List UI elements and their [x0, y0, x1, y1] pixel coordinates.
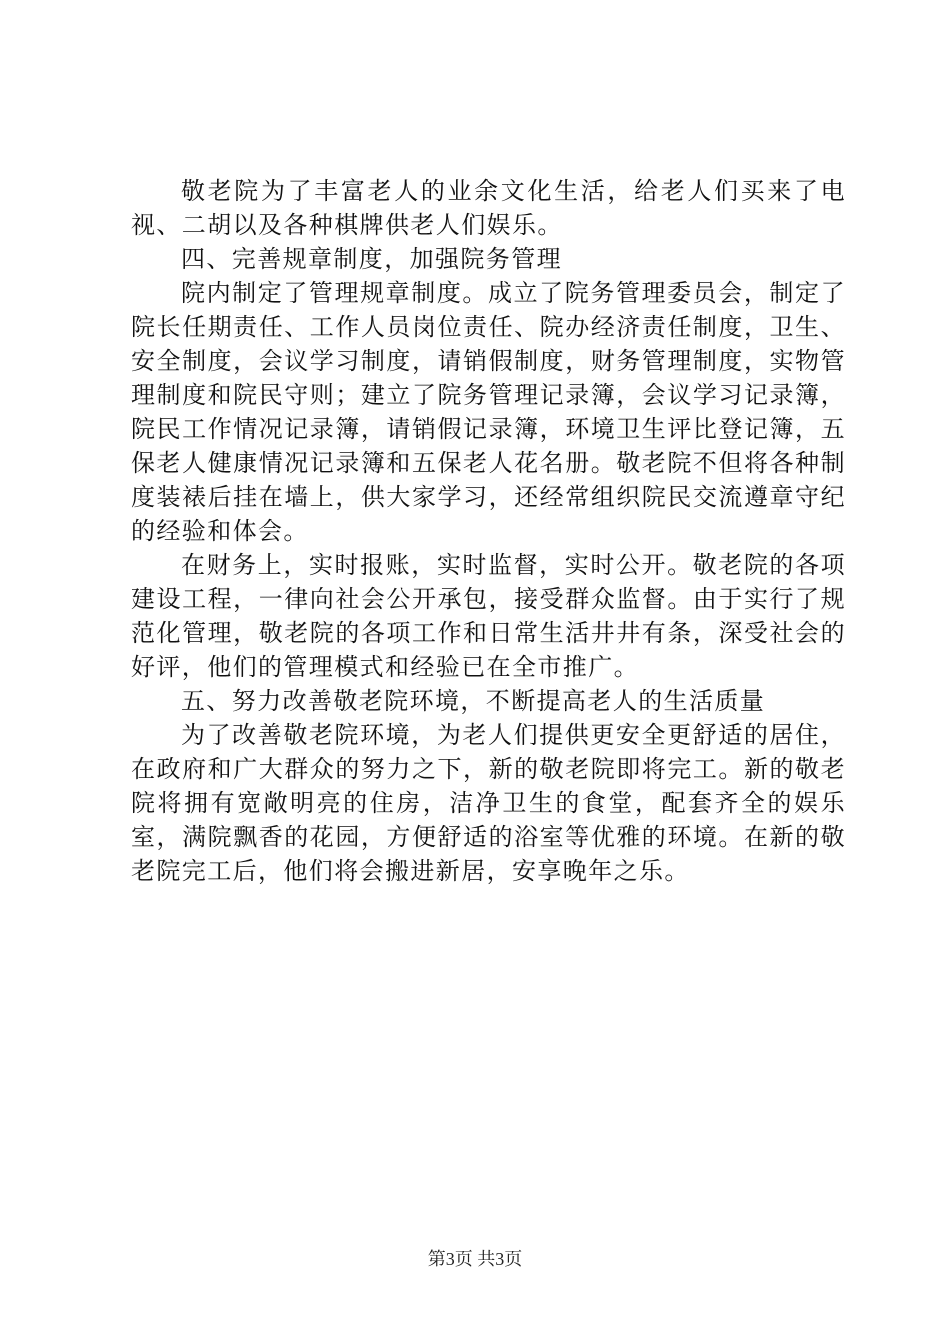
section-heading-environment: 五、努力改善敬老院环境，不断提高老人的生活质量: [181, 687, 766, 715]
page-number-footer: 第3页 共3页: [427, 1249, 523, 1269]
paragraph-entertainment: 敬老院为了丰富老人的业余文化生活，给老人们买来了电视、二胡以及各种棋牌供老人们娱乐。: [131, 177, 846, 239]
section-heading-rules: 四、完善规章制度，加强院务管理: [181, 245, 562, 273]
paragraph-environment: 为了改善敬老院环境，为老人们提供更安全更舒适的居住，在政府和广大群众的努力之下，新的敬老院即将完工。新的敬老院将拥有宽敞明亮的住房，洁净卫生的食堂，配套齐全的娱乐室，满院飘香的花园，方便舒适的浴室等优雅的环境。在新的敬老院完工后，他们将会搬进新居，安享晚年之乐。: [131, 721, 846, 885]
paragraph-finance: 在财务上，实时报账，实时监督，实时公开。敬老院的各项建设工程，一律向社会公开承包，接受群众监督。由于实行了规范化管理，敬老院的各项工作和日常生活井井有条，深受社会的好评，他们的管理模式和经验已在全市推广。: [131, 551, 846, 681]
document-body: [131, 174, 846, 888]
paragraph-rules: 院内制定了管理规章制度。成立了院务管理委员会，制定了院长任期责任、工作人员岗位责任、院办经济责任制度，卫生、安全制度，会议学习制度，请销假制度，财务管理制度，实物管理制度和院民守则；建立了院务管理记录簿，会议学习记录簿，院民工作情况记录簿，请销假记录簿，环境卫生评比登记簿，五保老人健康情况记录簿和五保老人花名册。敬老院不但将各种制度装裱后挂在墙上，供大家学习，还经常组织院民交流遵章守纪的经验和体会。: [131, 279, 846, 545]
